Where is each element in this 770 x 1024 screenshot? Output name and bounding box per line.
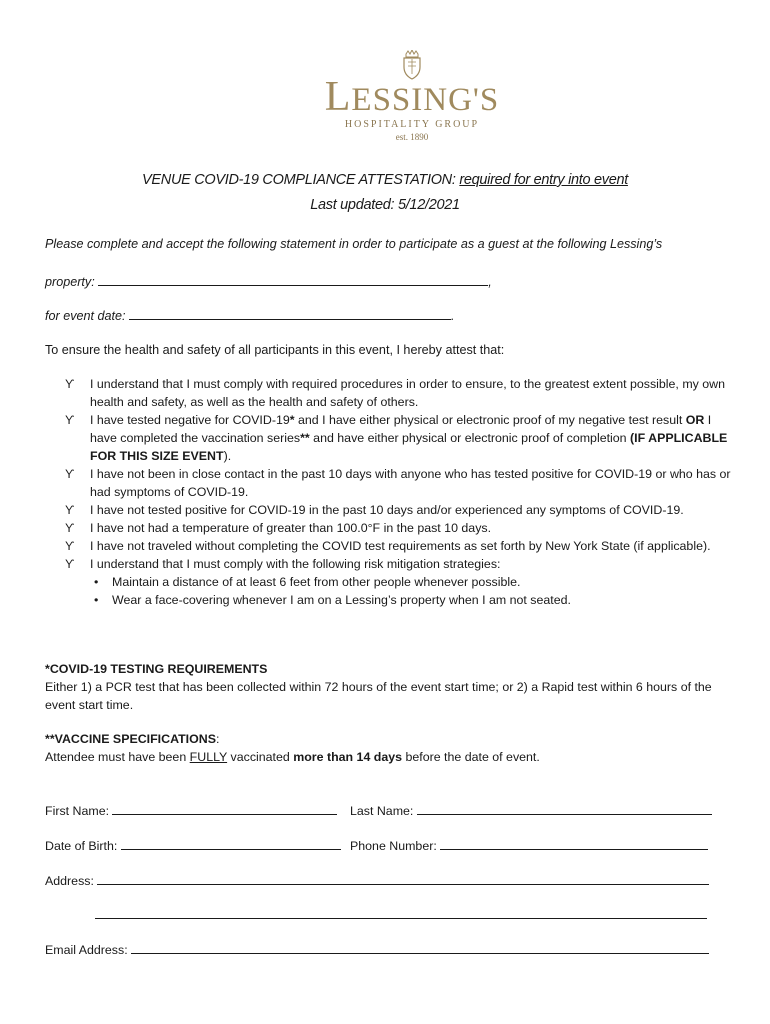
- attestation-text: I have not traveled without completing the COVID test requirements as set forth by New York State (if applicable).: [90, 539, 711, 553]
- vaccine-section: [45, 730, 725, 766]
- attestation-text: I understand that I must comply with the following risk mitigation strategies:: [90, 557, 501, 571]
- bullet-dot-icon: •: [94, 575, 99, 589]
- vaccine-days: more than 14 days: [293, 750, 403, 764]
- address-second-input-line[interactable]: [95, 905, 707, 919]
- email-field: [45, 940, 709, 959]
- event-date-label: for event date:: [45, 309, 126, 323]
- bullet-mark-icon: ϒ: [65, 467, 75, 481]
- list-item: [45, 555, 735, 609]
- phone-input-line[interactable]: [440, 836, 708, 850]
- list-item: [45, 519, 735, 537]
- bullet-mark-icon: ϒ: [65, 377, 75, 391]
- vaccine-body: before the date of event.: [402, 750, 540, 764]
- first-name-field: [45, 801, 337, 820]
- logo-subtitle: HOSPITALITY GROUP: [344, 119, 480, 130]
- list-item: [45, 375, 735, 411]
- list-item: [45, 537, 735, 555]
- applicability-note: (IF APPLICABLE FOR THIS SIZE EVENT: [90, 431, 728, 463]
- dob-label: Date of Birth:: [45, 839, 118, 853]
- address-input-line[interactable]: [97, 871, 709, 885]
- list-item: [90, 573, 735, 591]
- vaccine-heading-colon: :: [215, 732, 220, 746]
- footnote-star: *: [289, 413, 295, 427]
- bullet-dot-icon: •: [94, 593, 99, 607]
- list-item: [45, 465, 735, 501]
- footnote-stars: **: [300, 431, 310, 445]
- testing-heading: *COVID-19 TESTING REQUIREMENTS: [45, 662, 268, 676]
- email-input-line[interactable]: [131, 940, 709, 954]
- address-label: Address:: [45, 874, 94, 888]
- attestation-text: and I have either physical or electronic proof of my negative test result: [294, 413, 686, 427]
- event-date-field: [45, 306, 455, 325]
- list-item: [90, 591, 735, 609]
- bullet-mark-icon: ϒ: [65, 503, 75, 517]
- title-required: required for entry into event: [459, 172, 628, 188]
- last-name-field: [350, 801, 712, 820]
- phone-label: Phone Number:: [350, 839, 437, 853]
- last-name-label: Last Name:: [350, 804, 414, 818]
- address-line-2: [95, 905, 707, 924]
- attest-lead: To ensure the health and safety of all participants in this event, I hereby attest that:: [45, 343, 505, 357]
- property-input-line[interactable]: [98, 272, 488, 286]
- vaccine-body: Attendee must have been: [45, 750, 190, 764]
- dob-input-line[interactable]: [121, 836, 341, 850]
- bullet-mark-icon: ϒ: [65, 521, 75, 535]
- title-main: VENUE COVID-19 COMPLIANCE ATTESTATION:: [142, 172, 460, 188]
- attestation-text: I have not been in close contact in the past 10 days with anyone who has tested positive for COVID-19 or who has or had symptoms of COVID-19.: [90, 467, 731, 499]
- intro-text: Please complete and accept the following statement in order to participate as a guest at the following Lessing’s: [45, 237, 663, 251]
- company-logo: [322, 50, 502, 140]
- attestation-text: I have tested negative for COVID-19: [90, 413, 290, 427]
- bullet-mark-icon: ϒ: [65, 413, 75, 427]
- bullet-mark-icon: ϒ: [65, 557, 75, 571]
- attestation-text: I understand that I must comply with required procedures in order to ensure, to the greatest extent possible, my own health and safety, as well as the health and safety of others.: [90, 377, 726, 409]
- logo-wordmark: LESSING'S: [324, 74, 500, 120]
- property-field: [45, 272, 492, 291]
- event-date-end: .: [451, 309, 455, 323]
- attestation-text: and have either physical or electronic proof of completion: [309, 431, 631, 445]
- first-name-label: First Name:: [45, 804, 110, 818]
- last-updated: Last updated: 5/12/2021: [310, 197, 460, 213]
- vaccine-fully: FULLY: [189, 750, 228, 764]
- event-date-input-line[interactable]: [129, 306, 451, 320]
- attestation-text: I have not tested positive for COVID-19 in the past 10 days and/or experienced any symptoms of COVID-19.: [90, 503, 684, 517]
- page-title: [0, 172, 770, 188]
- crest-icon: [399, 50, 425, 80]
- first-name-input-line[interactable]: [112, 801, 337, 815]
- testing-section: [45, 660, 725, 714]
- property-end: ,: [488, 275, 492, 289]
- bullet-mark-icon: ϒ: [65, 539, 75, 553]
- vaccine-heading: **VACCINE SPECIFICATIONS: [45, 732, 216, 746]
- property-label: property:: [45, 275, 95, 289]
- dob-field: [45, 836, 341, 855]
- attestation-list: [45, 375, 735, 609]
- list-item: [45, 501, 735, 519]
- attestation-text: ).: [223, 449, 232, 463]
- attestation-text: I have completed the vaccination series: [90, 413, 712, 445]
- last-name-input-line[interactable]: [417, 801, 712, 815]
- phone-field: [350, 836, 708, 855]
- mitigation-text: Wear a face-covering whenever I am on a Lessing’s property when I am not seated.: [112, 593, 571, 607]
- vaccine-body: vaccinated: [227, 750, 294, 764]
- address-field: [45, 871, 709, 890]
- or-emphasis: OR: [685, 413, 705, 427]
- email-label: Email Address:: [45, 943, 128, 957]
- mitigation-text: Maintain a distance of at least 6 feet from other people whenever possible.: [112, 575, 521, 589]
- logo-established: est. 1890: [395, 132, 429, 142]
- mitigation-list: [90, 573, 735, 609]
- attestation-text: I have not had a temperature of greater than 100.0°F in the past 10 days.: [90, 521, 492, 535]
- testing-body: Either 1) a PCR test that has been collected within 72 hours of the event start time; or 2) a Rapid test within 6 hours of the event start time.: [45, 680, 712, 712]
- list-item: [45, 411, 735, 465]
